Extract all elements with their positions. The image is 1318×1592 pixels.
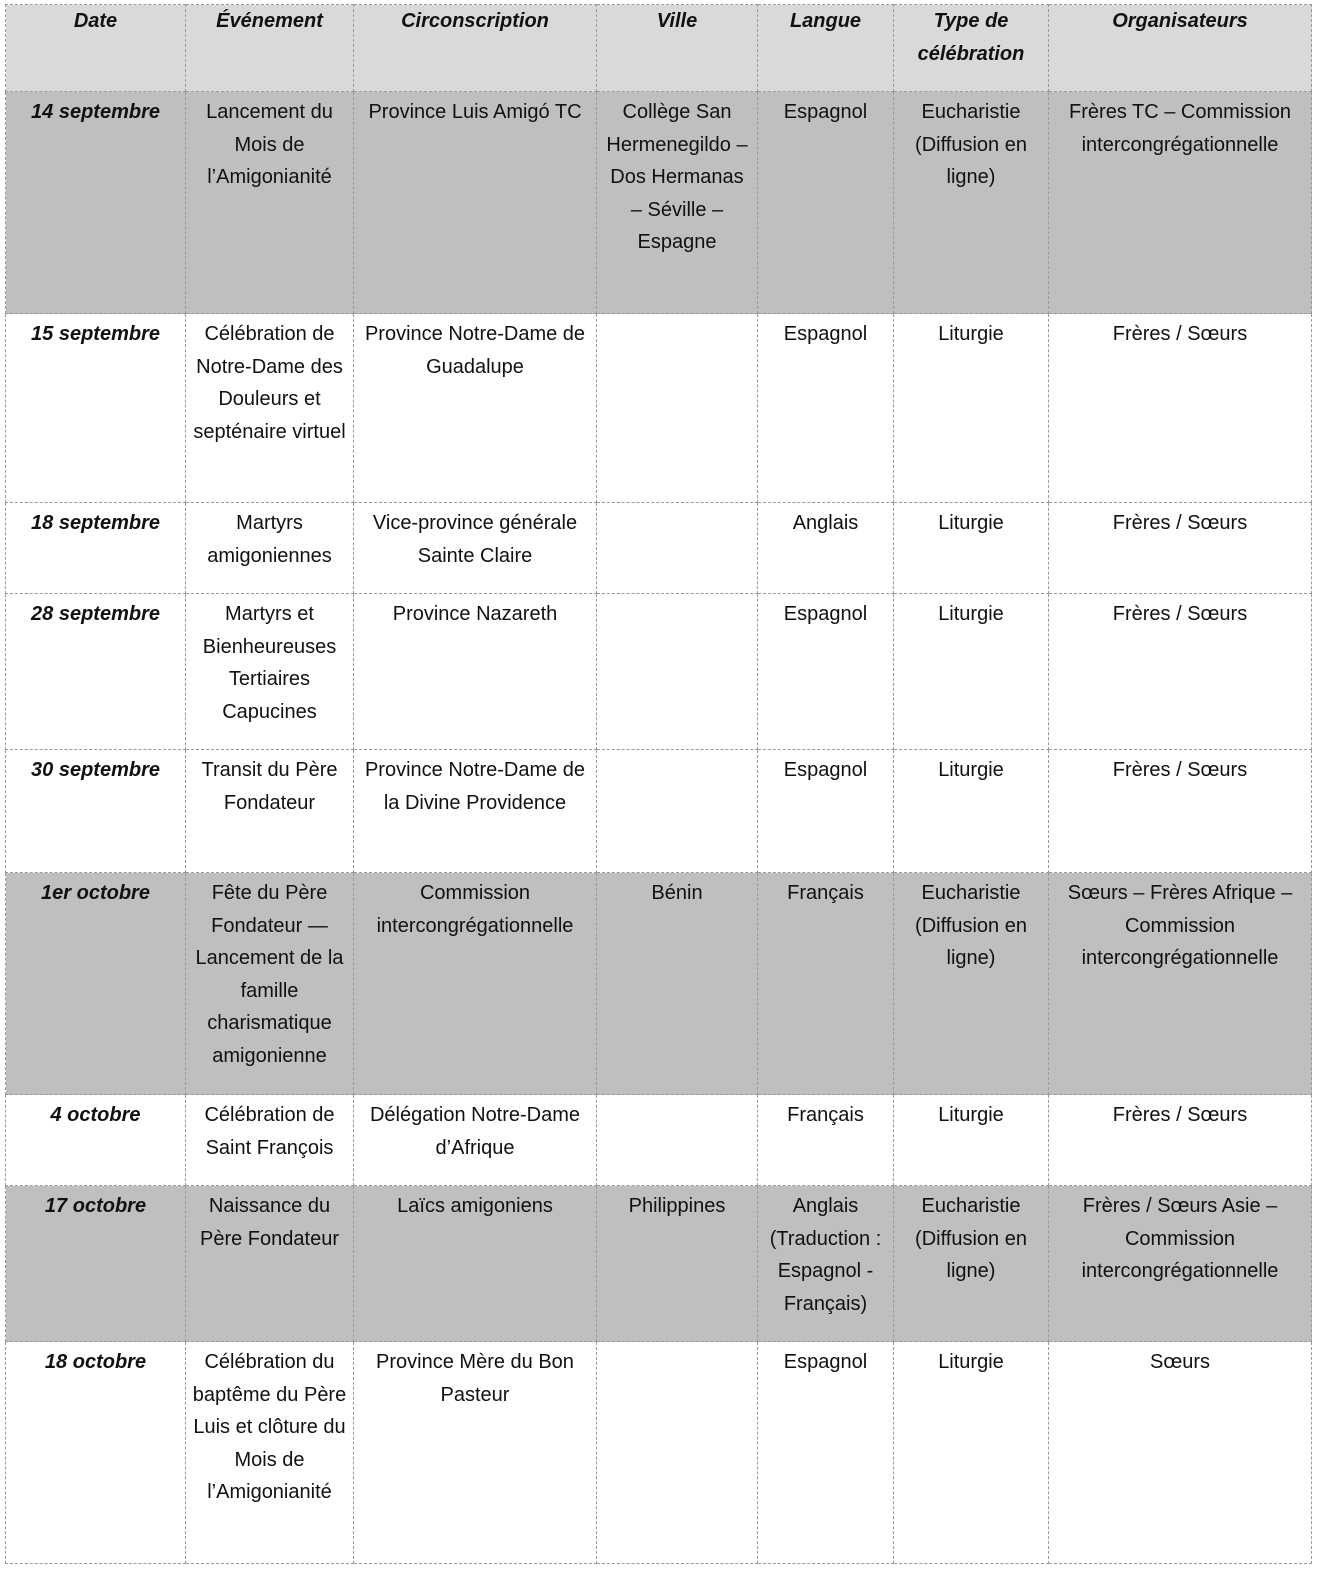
- cell-ville: [597, 750, 758, 873]
- header-ville: Ville: [597, 5, 758, 92]
- cell-langue: Anglais: [758, 503, 894, 594]
- cell-type: Liturgie: [894, 1095, 1049, 1186]
- cell-circonscription: Commission intercongrégationnelle: [354, 873, 597, 1095]
- cell-ville: [597, 503, 758, 594]
- cell-date: 28 septembre: [6, 594, 186, 750]
- cell-organisateurs: Frères / Sœurs: [1049, 1095, 1312, 1186]
- cell-event: Célébration de Notre-Dame des Douleurs et septénaire virtuel: [186, 314, 354, 503]
- cell-langue: Espagnol: [758, 314, 894, 503]
- cell-event: Lancement du Mois de l’Amigonianité: [186, 92, 354, 314]
- header-type-line2: célébration: [917, 42, 1025, 65]
- cell-date: 1er octobre: [6, 873, 186, 1095]
- cell-type: Eucharistie (Diffusion en ligne): [894, 873, 1049, 1095]
- table-header-row: [6, 5, 1312, 92]
- cell-circonscription: Délégation Notre-Dame d’Afrique: [354, 1095, 597, 1186]
- header-event: Événement: [186, 5, 354, 92]
- table-row: [6, 873, 1312, 1095]
- cell-type: Liturgie: [894, 314, 1049, 503]
- cell-langue: Espagnol: [758, 92, 894, 314]
- header-langue: Langue: [758, 5, 894, 92]
- cell-langue: Espagnol: [758, 750, 894, 873]
- cell-ville: [597, 314, 758, 503]
- cell-organisateurs: Frères / Sœurs: [1049, 594, 1312, 750]
- cell-ville: [597, 1095, 758, 1186]
- cell-circonscription: Province Nazareth: [354, 594, 597, 750]
- cell-circonscription: Laïcs amigoniens: [354, 1186, 597, 1342]
- celebration-schedule-table: [5, 4, 1312, 1564]
- cell-date: 17 octobre: [6, 1186, 186, 1342]
- cell-type: Eucharistie (Diffusion en ligne): [894, 92, 1049, 314]
- cell-ville: [597, 594, 758, 750]
- cell-langue: Français: [758, 1095, 894, 1186]
- cell-date: 18 septembre: [6, 503, 186, 594]
- cell-langue: Français: [758, 873, 894, 1095]
- header-type-line1: Type de: [933, 10, 1009, 32]
- cell-date: 4 octobre: [6, 1095, 186, 1186]
- cell-circonscription: Vice-province générale Sainte Claire: [354, 503, 597, 594]
- cell-circonscription: Province Mère du Bon Pasteur: [354, 1342, 597, 1564]
- table-row: [6, 1095, 1312, 1186]
- cell-date: 14 septembre: [6, 92, 186, 314]
- cell-event: Naissance du Père Fondateur: [186, 1186, 354, 1342]
- cell-organisateurs: Sœurs – Frères Afrique – Commission intercongrégationnelle: [1049, 873, 1312, 1095]
- header-circonscription: Circonscription: [354, 5, 597, 92]
- table-row: [6, 1342, 1312, 1564]
- table-row: [6, 503, 1312, 594]
- cell-organisateurs: Frères / Sœurs: [1049, 503, 1312, 594]
- cell-date: 15 septembre: [6, 314, 186, 503]
- cell-type: Liturgie: [894, 1342, 1049, 1564]
- cell-ville: Bénin: [597, 873, 758, 1095]
- header-organisateurs: Organisateurs: [1049, 5, 1312, 92]
- cell-circonscription: Province Luis Amigó TC: [354, 92, 597, 314]
- cell-ville: [597, 1342, 758, 1564]
- cell-organisateurs: Frères / Sœurs Asie – Commission intercongrégationnelle: [1049, 1186, 1312, 1342]
- cell-date: 30 septembre: [6, 750, 186, 873]
- cell-ville: Collège San Hermenegildo – Dos Hermanas – Séville – Espagne: [597, 92, 758, 314]
- cell-event: Fête du Père Fondateur — Lancement de la famille charismatique amigonienne: [186, 873, 354, 1095]
- cell-langue: Anglais (Traduction : Espagnol - Français): [758, 1186, 894, 1342]
- cell-organisateurs: Sœurs: [1049, 1342, 1312, 1564]
- cell-event: Célébration du baptême du Père Luis et clôture du Mois de l’Amigonianité: [186, 1342, 354, 1564]
- cell-organisateurs: Frères / Sœurs: [1049, 750, 1312, 873]
- table-row: [6, 92, 1312, 314]
- cell-event: Martyrs et Bienheureuses Tertiaires Capucines: [186, 594, 354, 750]
- cell-event: Martyrs amigoniennes: [186, 503, 354, 594]
- table-row: [6, 1186, 1312, 1342]
- cell-type: Liturgie: [894, 503, 1049, 594]
- schedule-table-container: [5, 4, 1311, 1564]
- cell-ville: Philippines: [597, 1186, 758, 1342]
- cell-type: Liturgie: [894, 594, 1049, 750]
- cell-circonscription: Province Notre-Dame de la Divine Providence: [354, 750, 597, 873]
- cell-langue: Espagnol: [758, 594, 894, 750]
- cell-event: Célébration de Saint François: [186, 1095, 354, 1186]
- header-type: [894, 5, 1049, 92]
- cell-type: Liturgie: [894, 750, 1049, 873]
- table-row: [6, 314, 1312, 503]
- cell-date: 18 octobre: [6, 1342, 186, 1564]
- table-row: [6, 594, 1312, 750]
- cell-organisateurs: Frères TC – Commission intercongrégationnelle: [1049, 92, 1312, 314]
- cell-circonscription: Province Notre-Dame de Guadalupe: [354, 314, 597, 503]
- header-date: Date: [6, 5, 186, 92]
- table-row: [6, 750, 1312, 873]
- cell-event: Transit du Père Fondateur: [186, 750, 354, 873]
- cell-langue: Espagnol: [758, 1342, 894, 1564]
- cell-organisateurs: Frères / Sœurs: [1049, 314, 1312, 503]
- cell-type: Eucharistie (Diffusion en ligne): [894, 1186, 1049, 1342]
